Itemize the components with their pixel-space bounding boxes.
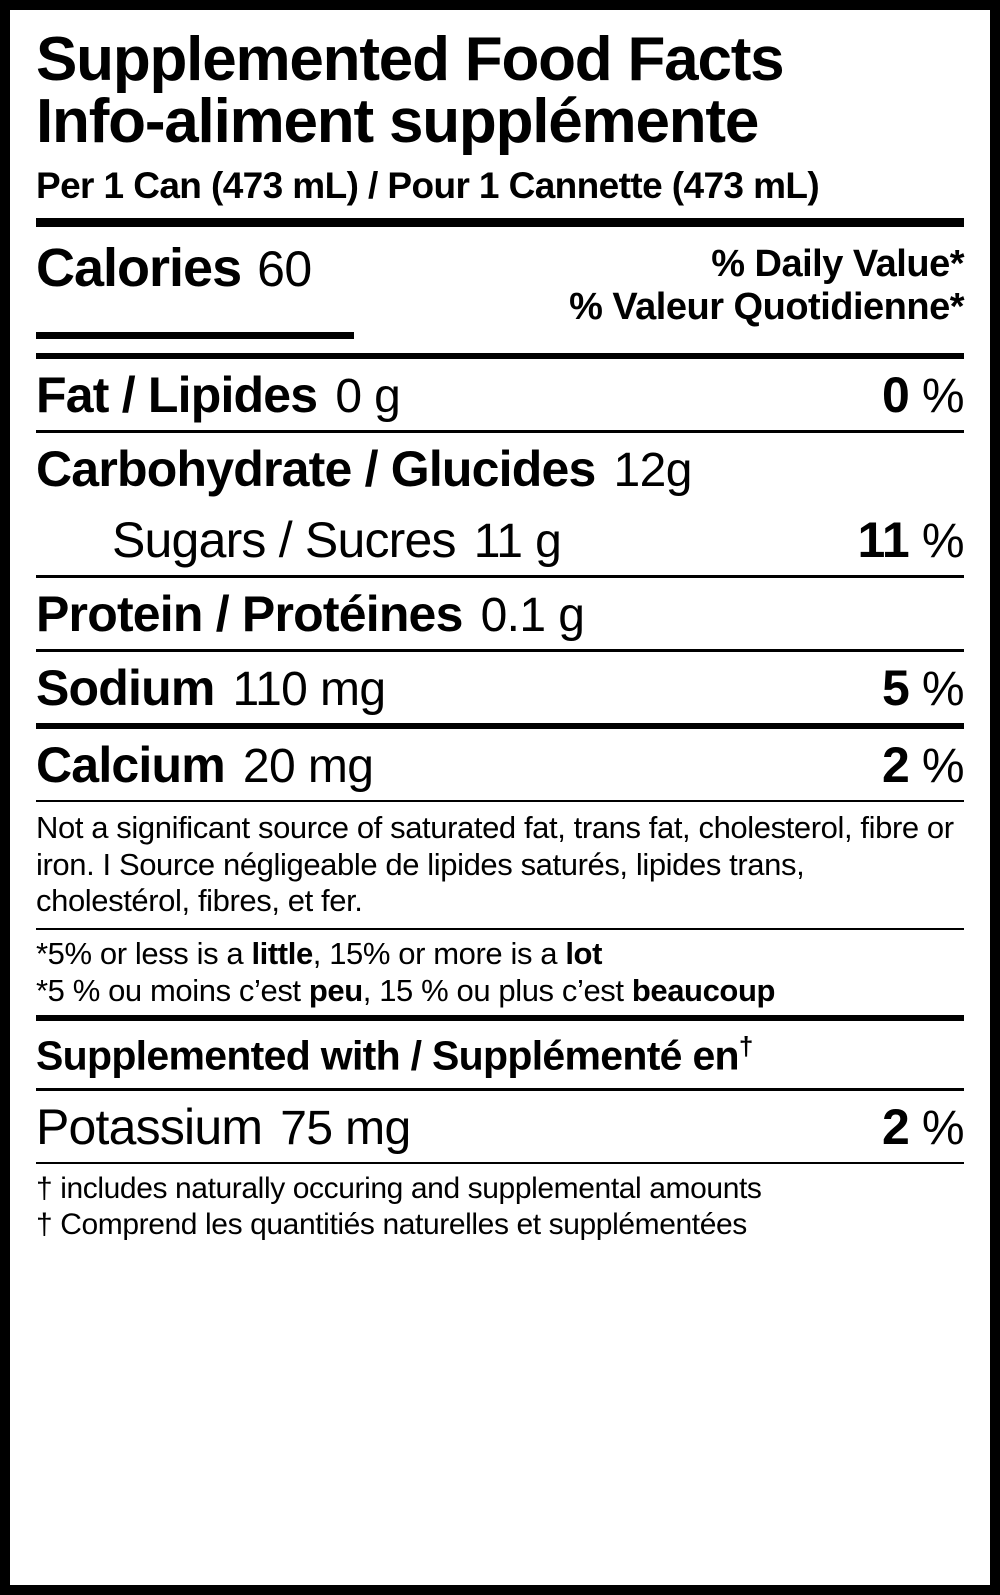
row-fat-name: Fat / Lipides [36, 367, 318, 424]
supplemented-with-dagger: † [738, 1031, 753, 1062]
daily-value-en: % Daily Value* [711, 243, 964, 286]
row-sugars-name: Sugars / Sucres [112, 512, 456, 569]
row-protein [36, 578, 964, 649]
row-calcium-left [36, 736, 373, 794]
little-lot-en-little: little [251, 935, 313, 971]
little-lot-fr-mid: , 15 % ou plus c’est [362, 972, 632, 1008]
row-potassium-dv-value: 2 [881, 1098, 910, 1155]
row-fat-dv-value: 0 [881, 367, 910, 424]
dagger-note-fr: † Comprend les quantitiés naturelles et supplémentées [36, 1207, 747, 1241]
little-lot-en-mid: , 15% or more is a [312, 935, 566, 971]
row-calcium-dv-value: 2 [881, 737, 910, 794]
row-calcium-dv [882, 736, 964, 794]
divider-thick-top [36, 218, 964, 227]
little-lot-fr-peu: peu [308, 972, 363, 1008]
row-sugars-dv [857, 511, 964, 569]
row-fat-dv [882, 366, 964, 424]
row-calcium-name: Calcium [36, 737, 225, 794]
row-calcium-dv-unit: % [921, 740, 964, 794]
row-calcium-amount: 20 mg [242, 740, 374, 794]
calories-value: 60 [257, 241, 312, 298]
little-lot-en [36, 936, 964, 973]
row-sodium-dv-unit: % [921, 663, 964, 717]
row-protein-amount: 0.1 g [480, 589, 585, 643]
row-protein-name: Protein / Protéines [36, 586, 463, 643]
supplemented-with-heading-text: Supplemented with / Supplémenté en [36, 1032, 739, 1079]
little-lot-en-lot: lot [565, 935, 603, 971]
calories-row [36, 227, 964, 328]
row-calcium [36, 729, 964, 800]
daily-value-fr: % Valeur Quotidienne* [569, 285, 964, 328]
row-sugars [36, 504, 964, 575]
supplemented-with-heading [36, 1021, 964, 1088]
row-carbohydrate-amount: 12g [613, 444, 692, 498]
little-lot-fr-beaucoup: beaucoup [631, 972, 776, 1008]
dagger-note [36, 1164, 964, 1243]
row-carbohydrate [36, 433, 964, 504]
calories-label: Calories [36, 238, 242, 299]
title-english: Supplemented Food Facts [36, 25, 784, 94]
row-sodium [36, 652, 964, 723]
row-sodium-dv [882, 659, 964, 717]
row-potassium-name: Potassium [36, 1098, 263, 1155]
row-potassium-left [36, 1098, 411, 1156]
serving-size: Per 1 Can (473 mL) / Pour 1 Cannette (473 mL) [36, 164, 820, 206]
little-lot-note [36, 930, 964, 1015]
row-fat-amount: 0 g [335, 370, 401, 424]
row-potassium-dv [882, 1098, 964, 1156]
row-potassium-amount: 75 mg [280, 1101, 411, 1155]
row-sodium-amount: 110 mg [232, 663, 386, 717]
row-sugars-dv-value: 11 [857, 512, 910, 569]
calories-underline [36, 332, 354, 339]
row-sodium-name: Sodium [36, 660, 215, 717]
not-significant-note: Not a significant source of saturated fat, trans fat, cholesterol, fibre or iron. I Source négligeable de lipides saturés, lipides trans, cholestérol, fibres, et fer. [36, 810, 954, 919]
row-carbohydrate-left [36, 440, 692, 498]
row-sodium-dv-value: 5 [881, 660, 910, 717]
row-protein-left [36, 585, 584, 643]
title-french: Info-aliment supplémente [36, 86, 759, 156]
row-potassium [36, 1091, 964, 1162]
row-sugars-left [112, 511, 561, 569]
dagger-note-en: † includes naturally occuring and supplemental amounts [36, 1171, 762, 1205]
little-lot-fr-pre: *5 % ou moins c’est [36, 972, 309, 1008]
row-fat-left [36, 366, 400, 424]
row-sodium-left [36, 659, 385, 717]
daily-value-header [569, 237, 964, 328]
row-fat [36, 359, 964, 430]
calories-left [36, 237, 312, 299]
row-fat-dv-unit: % [921, 370, 964, 424]
row-sugars-amount: 11 g [473, 515, 562, 569]
row-carbohydrate-name: Carbohydrate / Glucides [36, 441, 596, 498]
row-sugars-dv-unit: % [921, 515, 964, 569]
little-lot-en-pre: *5% or less is a [36, 935, 252, 971]
row-potassium-dv-unit: % [921, 1101, 964, 1155]
little-lot-fr [36, 973, 964, 1010]
